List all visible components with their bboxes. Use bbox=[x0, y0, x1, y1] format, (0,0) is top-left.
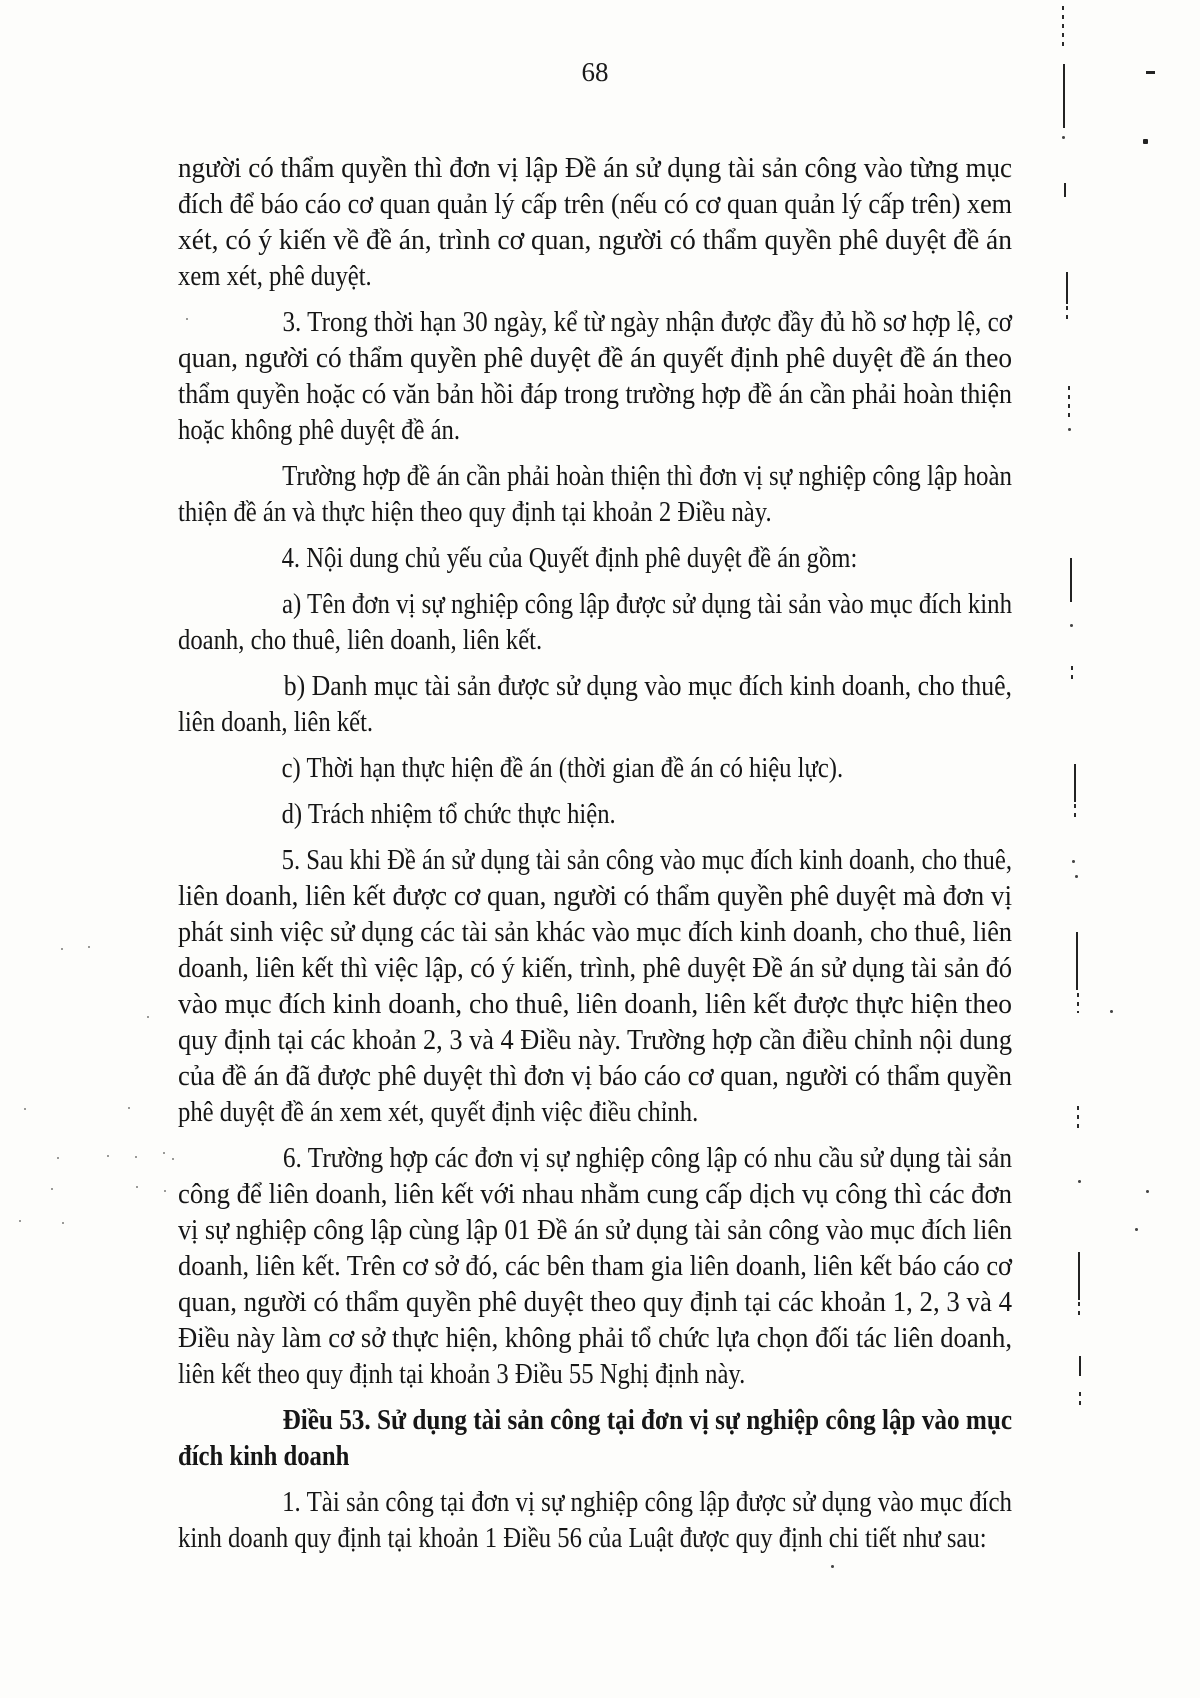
text-line: 4. Nội dung chủ yếu của Quyết định phê duyệt đề án gồm: bbox=[281, 542, 858, 574]
continuation-paragraph bbox=[178, 150, 1012, 294]
scan-mark bbox=[1146, 71, 1155, 74]
text-line: doanh, liên kết. Trên cơ sở đó, các bên tham gia liên doanh, liên kết báo cáo cơ bbox=[178, 1250, 1012, 1282]
scan-mark bbox=[1079, 1392, 1081, 1408]
scan-mark bbox=[1068, 428, 1071, 431]
scan-mark bbox=[1078, 1302, 1080, 1320]
text-line: công để liên doanh, liên kết với nhau nhằm cung cấp dịch vụ công thì các đơn bbox=[178, 1178, 1012, 1210]
page-number: 68 bbox=[581, 57, 609, 87]
text-line: d) Trách nhiệm tổ chức thực hiện. bbox=[281, 798, 616, 830]
clause-4 bbox=[178, 540, 1012, 576]
scan-speck bbox=[172, 1158, 174, 1160]
article-53-heading bbox=[178, 1402, 1012, 1474]
scan-mark bbox=[1064, 183, 1066, 197]
scan-mark bbox=[1143, 139, 1148, 144]
text-line: xem xét, phê duyệt. bbox=[178, 260, 372, 292]
text-line: quy định tại các khoản 2, 3 và 4 Điều này. Trường hợp cần điều chỉnh nội dung bbox=[178, 1024, 1012, 1056]
scan-speck bbox=[128, 1107, 130, 1109]
text-line: đích để báo cáo cơ quan quản lý cấp trên (nếu có cơ quan quản lý cấp trên) xem bbox=[178, 188, 1012, 220]
scan-mark bbox=[1075, 875, 1078, 878]
scan-speck bbox=[88, 946, 90, 948]
text-line: 6. Trường hợp các đơn vị sự nghiệp công lập có nhu cầu sử dụng tài sản bbox=[282, 1142, 1012, 1174]
clause-4-point-c bbox=[178, 750, 1012, 786]
clause-4-point-a bbox=[178, 586, 1012, 658]
scan-mark bbox=[1077, 993, 1079, 1013]
scan-mark bbox=[1066, 306, 1068, 324]
clause-4-point-d bbox=[178, 796, 1012, 832]
text-line: Điều 53. Sử dụng tài sản công tại đơn vị sự nghiệp công lập vào mục bbox=[282, 1404, 1012, 1436]
text-block bbox=[178, 150, 1012, 1566]
text-line: phát sinh việc sử dụng các tài sản khác vào mục đích kinh doanh, cho thuê, liên bbox=[178, 916, 1012, 948]
text-line: liên kết theo quy định tại khoản 3 Điều 55 Nghị định này. bbox=[178, 1358, 746, 1390]
scan-mark bbox=[1074, 764, 1076, 802]
scan-speck bbox=[136, 1186, 138, 1188]
text-line: a) Tên đơn vị sự nghiệp công lập được sử dụng tài sản vào mục đích kinh bbox=[281, 588, 1012, 620]
scan-mark bbox=[1063, 64, 1065, 128]
text-line: b) Danh mục tài sản được sử dụng vào mục đích kinh doanh, cho thuê, bbox=[283, 670, 1012, 702]
text-line: người có thẩm quyền thì đơn vị lập Đề án sử dụng tài sản công vào từng mục bbox=[178, 152, 1012, 184]
text-line: xét, có ý kiến về đề án, trình cơ quan, người có thẩm quyền phê duyệt đề án bbox=[178, 224, 1012, 256]
scan-mark bbox=[1066, 272, 1068, 304]
text-line: phê duyệt đề án xem xét, quyết định việc điều chỉnh. bbox=[178, 1096, 699, 1128]
scan-mark bbox=[1079, 1356, 1081, 1376]
text-line: Điều này làm cơ sở thực hiện, không phải tổ chức lựa chọn đối tác liên doanh, bbox=[178, 1322, 1012, 1354]
text-line: doanh, liên kết thì việc lập, có ý kiến, trình, phê duyệt Đề án sử dụng tài sản đó bbox=[178, 952, 1012, 984]
text-line: 1. Tài sản công tại đơn vị sự nghiệp công lập được sử dụng vào mục đích bbox=[282, 1486, 1012, 1518]
scan-mark bbox=[1070, 558, 1072, 602]
scan-mark bbox=[1068, 386, 1070, 422]
scan-speck bbox=[62, 1222, 64, 1224]
scan-mark bbox=[1074, 804, 1076, 818]
scan-speck bbox=[147, 1016, 149, 1018]
text-line: 3. Trong thời hạn 30 ngày, kể từ ngày nhận được đầy đủ hồ sơ hợp lệ, cơ bbox=[282, 306, 1013, 338]
scan-speck bbox=[51, 1188, 53, 1190]
clause-4-point-b bbox=[178, 668, 1012, 740]
scan-speck bbox=[163, 1152, 165, 1154]
scan-speck bbox=[19, 1220, 21, 1222]
scan-mark bbox=[1072, 860, 1075, 863]
scan-mark bbox=[1110, 1010, 1113, 1013]
text-line: kinh doanh quy định tại khoản 1 Điều 56 của Luật được quy định chi tiết như sau: bbox=[178, 1522, 987, 1554]
scan-speck bbox=[186, 318, 188, 320]
scan-mark bbox=[1062, 6, 1064, 50]
text-line: 5. Sau khi Đề án sử dụng tài sản công vào mục đích kinh doanh, cho thuê, bbox=[281, 844, 1013, 876]
text-line: đích kinh doanh bbox=[178, 1440, 350, 1472]
scan-mark bbox=[1135, 1228, 1138, 1231]
text-line: doanh, cho thuê, liên doanh, liên kết. bbox=[178, 624, 543, 656]
clause-3 bbox=[178, 304, 1012, 448]
scan-speck bbox=[107, 1155, 109, 1157]
scan-mark bbox=[831, 1565, 834, 1568]
text-line: vào mục đích kinh doanh, cho thuê, liên doanh, liên kết được thực hiện theo bbox=[178, 988, 1012, 1020]
scan-mark bbox=[1062, 136, 1065, 139]
text-line: quan, người có thẩm quyền phê duyệt theo quy định tại các khoản 1, 2, 3 và 4 bbox=[178, 1286, 1012, 1318]
scan-speck bbox=[61, 948, 63, 950]
scan-mark bbox=[1070, 624, 1073, 627]
scan-mark bbox=[1078, 1180, 1081, 1183]
scan-mark bbox=[1078, 1252, 1080, 1300]
scan-mark bbox=[1077, 1106, 1079, 1130]
text-line: thẩm quyền hoặc có văn bản hồi đáp trong trường hợp đề án cần phải hoàn thiện bbox=[178, 378, 1012, 410]
text-line: liên doanh, liên kết được cơ quan, người có thẩm quyền phê duyệt mà đơn vị bbox=[178, 880, 1012, 912]
clause-3-followup bbox=[178, 458, 1012, 530]
scan-speck bbox=[135, 1156, 137, 1158]
article-53-clause-1 bbox=[178, 1484, 1012, 1556]
scan-mark bbox=[1076, 932, 1078, 990]
scan-mark bbox=[1071, 666, 1073, 682]
text-line: của đề án đã được phê duyệt thì đơn vị báo cáo cơ quan, người có thẩm quyền bbox=[178, 1060, 1012, 1092]
scan-speck bbox=[24, 1108, 26, 1110]
text-line: hoặc không phê duyệt đề án. bbox=[178, 414, 461, 446]
scan-speck bbox=[164, 1190, 166, 1192]
text-line: Trường hợp đề án cần phải hoàn thiện thì đơn vị sự nghiệp công lập hoàn bbox=[282, 460, 1012, 492]
text-line: thiện đề án và thực hiện theo quy định tại khoản 2 Điều này. bbox=[178, 496, 772, 528]
text-line: c) Thời hạn thực hiện đề án (thời gian đề án có hiệu lực). bbox=[281, 752, 844, 784]
text-line: vị sự nghiệp công lập cùng lập 01 Đề án sử dụng tài sản công vào mục đích liên bbox=[178, 1214, 1012, 1246]
text-line: quan, người có thẩm quyền phê duyệt đề án quyết định phê duyệt đề án theo bbox=[178, 342, 1012, 374]
clause-5 bbox=[178, 842, 1012, 1130]
scan-mark bbox=[1146, 1190, 1149, 1193]
text-line: liên doanh, liên kết. bbox=[178, 706, 374, 738]
scan-speck bbox=[57, 1157, 59, 1159]
clause-6 bbox=[178, 1140, 1012, 1392]
